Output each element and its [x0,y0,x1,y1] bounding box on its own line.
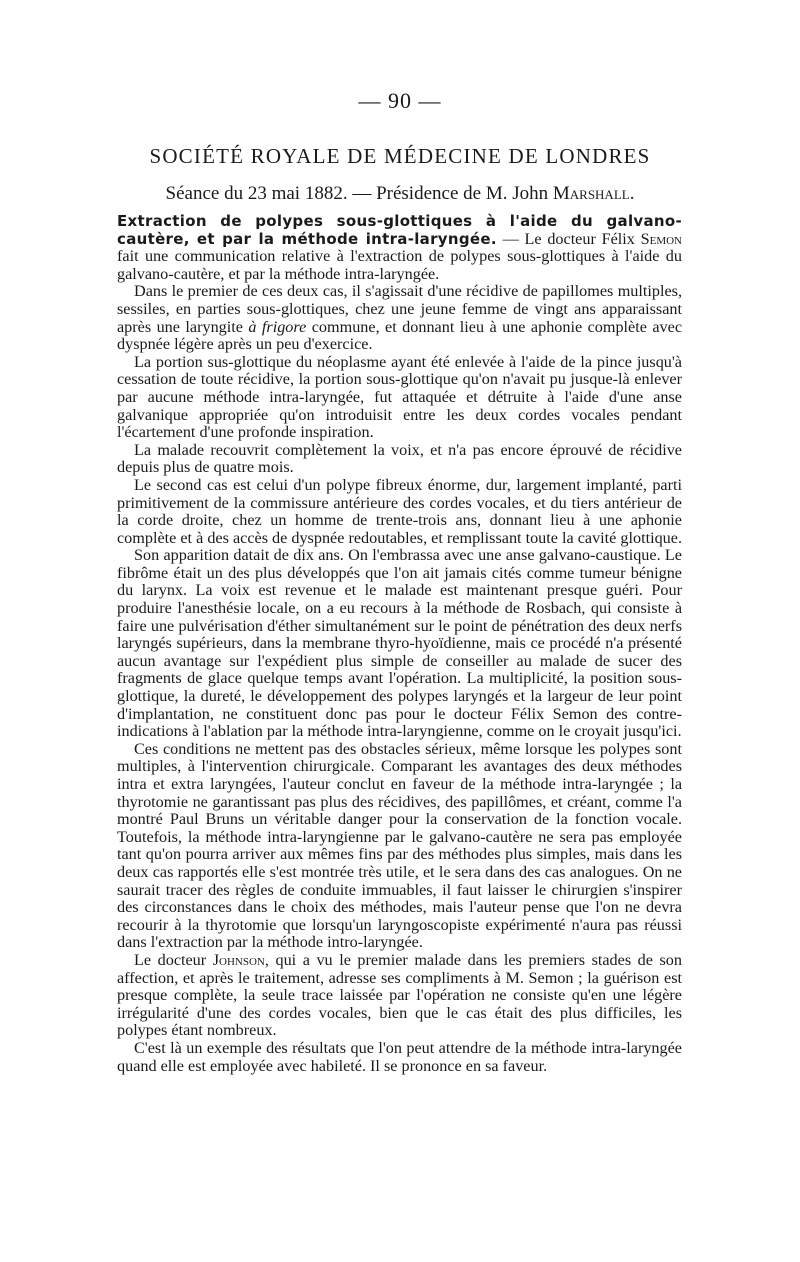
paragraph-1 [117,213,682,283]
paragraph-6: Son apparition datait de dix ans. On l'embrassa avec une anse galvano-caustique. Le fibrôme était un des plus développés que l'on ait jamais cités comme tumeur bénigne du larynx. La voix est revenue et le malade est maintenant presque guéri. Pour produire l'anesthésie locale, on a eu recours à la méthode de Rosbach, qui consiste à faire une pulvérisation d'éther simultanément sur le point de pénétration des deux nerfs laryngés supérieurs, dans la membrane thyro-hyoïdienne, mais ce procédé n'a présenté aucun avantage sur l'expédient plus simple de conseiller au malade de sucer des fragments de glace quelque temps avant l'opération. La multiplicité, la position sous-glottique, la dureté, le développement des polypes laryngés et la largeur de leur point d'implantation, ne constituent donc pas pour le docteur Félix Semon des contre-indications à l'ablation par la méthode intra-laryngienne, comme on le croyait jusqu'ici. [117,546,682,741]
session-date: Séance du 23 mai 1882. — Présidence de M. John [165,183,553,204]
discussant-name: Johnson [212,950,265,969]
p1-intro: — Le docteur Félix [496,229,641,248]
paragraph-2 [117,283,682,353]
p1-rest: fait une communication relative à l'extraction de polypes sous-glottiques à l'aide du galvano-cautère, et par la méthode intra-laryngée. [117,247,682,283]
paragraph-7: Ces conditions ne mettent pas des obstacles sérieux, même lorsque les polypes sont multiples, à l'intervention chirurgicale. Comparant les avantages des deux méthodes intra et extra laryngées, l'auteur conclut en faveur de la méthode intra-laryngée ; la thyrotomie ne garantissant pas plus des récidives, des papillômes, et créant, comme l'a montré Paul Bruns un véritable danger pour la conservation de la fonction vocale. Toutefois, la méthode intra-laryngienne par le galvano-cautère ne sera pas employée tant qu'on pourra arriver aux mêmes fins par des méthodes plus simples, mais dans les deux cas rapportés elle s'est montrée très utile, et le sera dans des cas analogues. On ne saurait tracer des règles de conduite immuables, il faut laisser le chirurgien s'inspirer des circonstances dans le choix des méthodes, mais l'auteur pense que l'on ne devra recourir à la thyrotomie que lorsqu'un laryngoscopiste expérimenté n'aura pas réussi dans l'extraction par la méthode intro-laryngée. [117,739,682,952]
p8-text-b: , qui a vu le premier malade dans les premiers stades de son affection, et après le traitement, adresse ses compliments à M. Semon ; la guérison est presque complète, la seule trace laissée par l'opération ne consiste qu'en une légère irrégularité d'une des cordes vocales, bien que le cas était des plus difficiles, les polypes étant nombreux. [117,950,682,1040]
paragraph-8 [117,952,682,1040]
article-title: Extraction de polypes sous-glottiques à l'aide du galvano-cautère, et par la méthode intra-laryngée. [117,212,682,248]
p2-text-a: Dans le premier de ces deux cas, il s'agissait d'une récidive de papillomes multiples, sessiles, en parties sous-glottiques, chez une jeune femme de vingt ans apparaissant après une laryngite [117,282,682,336]
president-name: Marshall. [552,183,635,204]
p8-text-a: Le docteur [134,950,213,969]
p2-text-b: commune, et donnant lieu à une aphonie complète avec dyspnée légère après un peu d'exercice. [117,317,683,354]
p2-italic: à frigore [248,317,307,336]
paragraph-9: C'est là un exemple des résultats que l'on peut attendre de la méthode intra-laryngée quand elle est employée avec habileté. Il se prononce en sa faveur. [117,1038,682,1075]
author-name: Semon [640,229,682,248]
paragraph-3: La portion sus-glottique du néoplasme ayant été enlevée à l'aide de la pince jusqu'à cessation de toute récidive, la portion sous-glottique qu'on n'avait pu jusque-là enlever par aucune méthode intra-laryngée, fut attaquée et détruite à l'aide d'une anse galvanique appropriée qu'on introduisit entre les deux cordes vocales pendant l'écartement d'une profonde inspiration. [117,352,682,442]
session-line [0,183,800,205]
page-number: — 90 — [358,88,442,113]
article-body [117,213,682,1075]
society-heading: SOCIÉTÉ ROYALE DE MÉDECINE DE LONDRES [149,144,651,168]
paragraph-4: La malade recouvrit complètement la voix, et n'a pas encore éprouvé de récidive depuis plus de quatre mois. [117,440,682,477]
paragraph-5: Le second cas est celui d'un polype fibreux énorme, dur, largement implanté, parti primitivement de la commissure antérieure des cordes vocales, et du tiers antérieur de la corde droite, chez un homme de trente-trois ans, donnant lieu à une aphonie complète et à des accès de dyspnée redoutables, et remplissant toute la cavité glottique. [117,475,683,547]
